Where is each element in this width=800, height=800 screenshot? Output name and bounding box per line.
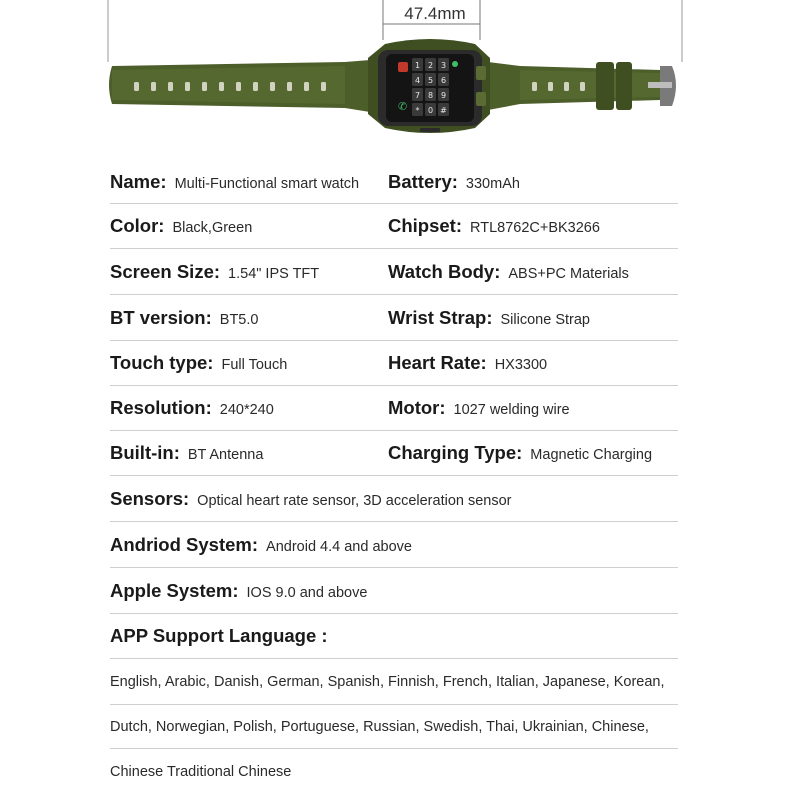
- keypad-key[interactable]: [412, 73, 423, 86]
- strap-hole: [580, 82, 585, 91]
- spec-value: Magnetic Charging: [530, 447, 653, 463]
- spec-row: [110, 431, 678, 476]
- languages-heading: APP Support Language :: [110, 625, 328, 646]
- apple-label: Apple System:: [110, 579, 239, 601]
- languages-line: Chinese Traditional Chinese: [110, 764, 292, 780]
- strap-hole: [151, 82, 156, 91]
- strap-hole: [253, 82, 258, 91]
- keypad-key-label: 6: [440, 76, 447, 85]
- languages-row: [110, 659, 678, 705]
- spec-label: Touch type:: [110, 352, 214, 373]
- spec-label: Watch Body:: [388, 260, 501, 282]
- languages-row: [110, 705, 678, 749]
- left-strap: [109, 60, 370, 112]
- spec-label: Heart Rate:: [388, 352, 487, 373]
- spec-value: Black,Green: [172, 220, 253, 236]
- buckle-pin: [648, 82, 672, 88]
- spec-cell: [110, 442, 388, 464]
- apple-value: IOS 9.0 and above: [246, 584, 368, 601]
- app-icon: [398, 62, 408, 72]
- android-row: [110, 522, 678, 568]
- spec-row: [110, 249, 678, 295]
- spec-label: Screen Size:: [110, 260, 221, 282]
- spec-cell: [388, 442, 678, 464]
- keypad-key[interactable]: [438, 58, 449, 71]
- keypad-key[interactable]: [412, 88, 423, 101]
- spec-value: 330mAh: [465, 175, 520, 192]
- strap-hole: [548, 82, 553, 91]
- strap-hole: [219, 82, 224, 91]
- keypad-key-label: 9: [440, 91, 447, 100]
- spec-row: [110, 295, 678, 341]
- status-dot-icon: [452, 61, 458, 67]
- keypad-key-label: 1: [414, 61, 421, 70]
- strap-hole: [564, 82, 569, 91]
- keypad-key[interactable]: [425, 73, 436, 86]
- keypad-key[interactable]: [425, 58, 436, 71]
- keypad-key[interactable]: [425, 103, 436, 116]
- keypad-key-label: 3: [440, 61, 447, 70]
- spec-value: BT5.0: [219, 311, 259, 328]
- keypad-key[interactable]: [438, 73, 449, 86]
- charging-port: [420, 128, 440, 132]
- keypad-key[interactable]: [412, 103, 423, 116]
- spec-cell: [110, 580, 367, 602]
- right-strap: [488, 62, 676, 110]
- sensors-row: [110, 476, 678, 522]
- strap-hole: [321, 82, 326, 91]
- spec-value: Multi-Functional smart watch: [174, 175, 360, 192]
- strap-hole: [236, 82, 241, 91]
- keypad-key[interactable]: [438, 88, 449, 101]
- strap-hole: [185, 82, 190, 91]
- call-icon: ✆: [398, 100, 408, 113]
- spec-cell: [110, 352, 388, 374]
- strap-hole: [304, 82, 309, 91]
- spec-cell: [110, 397, 388, 419]
- strap-keeper: [616, 62, 632, 110]
- languages-heading-row: [110, 614, 678, 659]
- watch-case: [368, 39, 490, 133]
- languages-line: Dutch, Norwegian, Polish, Portuguese, Russian, Swedish, Thai, Ukrainian, Chinese,: [110, 718, 649, 735]
- spec-value: HX3300: [494, 357, 548, 373]
- spec-value: 240*240: [219, 402, 274, 418]
- spec-table: [110, 160, 678, 795]
- spec-cell: [110, 534, 412, 556]
- spec-value: RTL8762C+BK3266: [470, 220, 600, 236]
- product-image: [0, 0, 800, 150]
- keypad-key-label: *: [415, 106, 420, 115]
- spec-cell: [110, 261, 388, 283]
- spec-value: BT Antenna: [187, 447, 264, 463]
- spec-label: Wrist Strap:: [388, 306, 493, 328]
- spec-label: Resolution:: [110, 397, 212, 418]
- spec-cell: [110, 488, 512, 510]
- sensors-label: Sensors:: [110, 487, 190, 509]
- keypad-key-label: 5: [427, 76, 434, 85]
- spec-cell: [110, 215, 388, 237]
- spec-cell: [110, 171, 388, 193]
- strap-hole: [270, 82, 275, 91]
- keypad-key[interactable]: [438, 103, 449, 116]
- spec-label: Name:: [110, 170, 167, 192]
- spec-cell: [388, 397, 678, 419]
- spec-value: 1.54" IPS TFT: [228, 265, 320, 282]
- languages-row: [110, 749, 678, 795]
- android-value: Android 4.4 and above: [266, 538, 412, 555]
- spec-label: Motor:: [388, 397, 446, 418]
- spec-row: [110, 204, 678, 249]
- spec-label: BT version:: [110, 306, 212, 328]
- keypad-key-label: 0: [427, 106, 434, 115]
- apple-row: [110, 568, 678, 614]
- spec-label: Built-in:: [110, 442, 180, 463]
- spec-cell: [388, 261, 678, 283]
- keypad-key[interactable]: [425, 88, 436, 101]
- side-button[interactable]: [476, 66, 486, 80]
- spec-cell: [388, 352, 678, 374]
- strap-hole: [168, 82, 173, 91]
- keypad-key[interactable]: [412, 58, 423, 71]
- spec-value: 1027 welding wire: [453, 402, 570, 418]
- spec-cell: [388, 171, 678, 193]
- spec-value: ABS+PC Materials: [508, 265, 629, 282]
- spec-cell: [388, 215, 678, 237]
- dimension-label: 47.4mm: [404, 4, 466, 23]
- spec-value: Silicone Strap: [500, 311, 590, 328]
- spec-row: [110, 341, 678, 386]
- keypad-key-label: 8: [427, 91, 434, 100]
- strap-keeper: [596, 62, 614, 110]
- keypad-key-label: 4: [414, 76, 421, 85]
- spec-label: Battery:: [388, 170, 458, 192]
- side-button[interactable]: [476, 92, 486, 106]
- spec-row: [110, 160, 678, 204]
- sensors-value: Optical heart rate sensor, 3D acceleration sensor: [197, 492, 512, 509]
- spec-label: Color:: [110, 215, 165, 236]
- strap-hole: [134, 82, 139, 91]
- keypad-key-label: #: [440, 106, 447, 115]
- android-label: Andriod System:: [110, 533, 259, 555]
- languages-line: English, Arabic, Danish, German, Spanish, Finnish, French, Italian, Japanese, Korean,: [110, 673, 665, 690]
- strap-hole: [202, 82, 207, 91]
- spec-label: Charging Type:: [388, 442, 523, 463]
- spec-value: Full Touch: [221, 357, 288, 373]
- spec-row: [110, 386, 678, 431]
- keypad-key-label: 2: [427, 61, 434, 70]
- keypad-key-label: 7: [414, 91, 421, 100]
- spec-cell: [110, 307, 388, 329]
- strap-hole: [532, 82, 537, 91]
- spec-label: Chipset:: [388, 215, 462, 236]
- spec-cell: [388, 307, 678, 329]
- strap-hole: [287, 82, 292, 91]
